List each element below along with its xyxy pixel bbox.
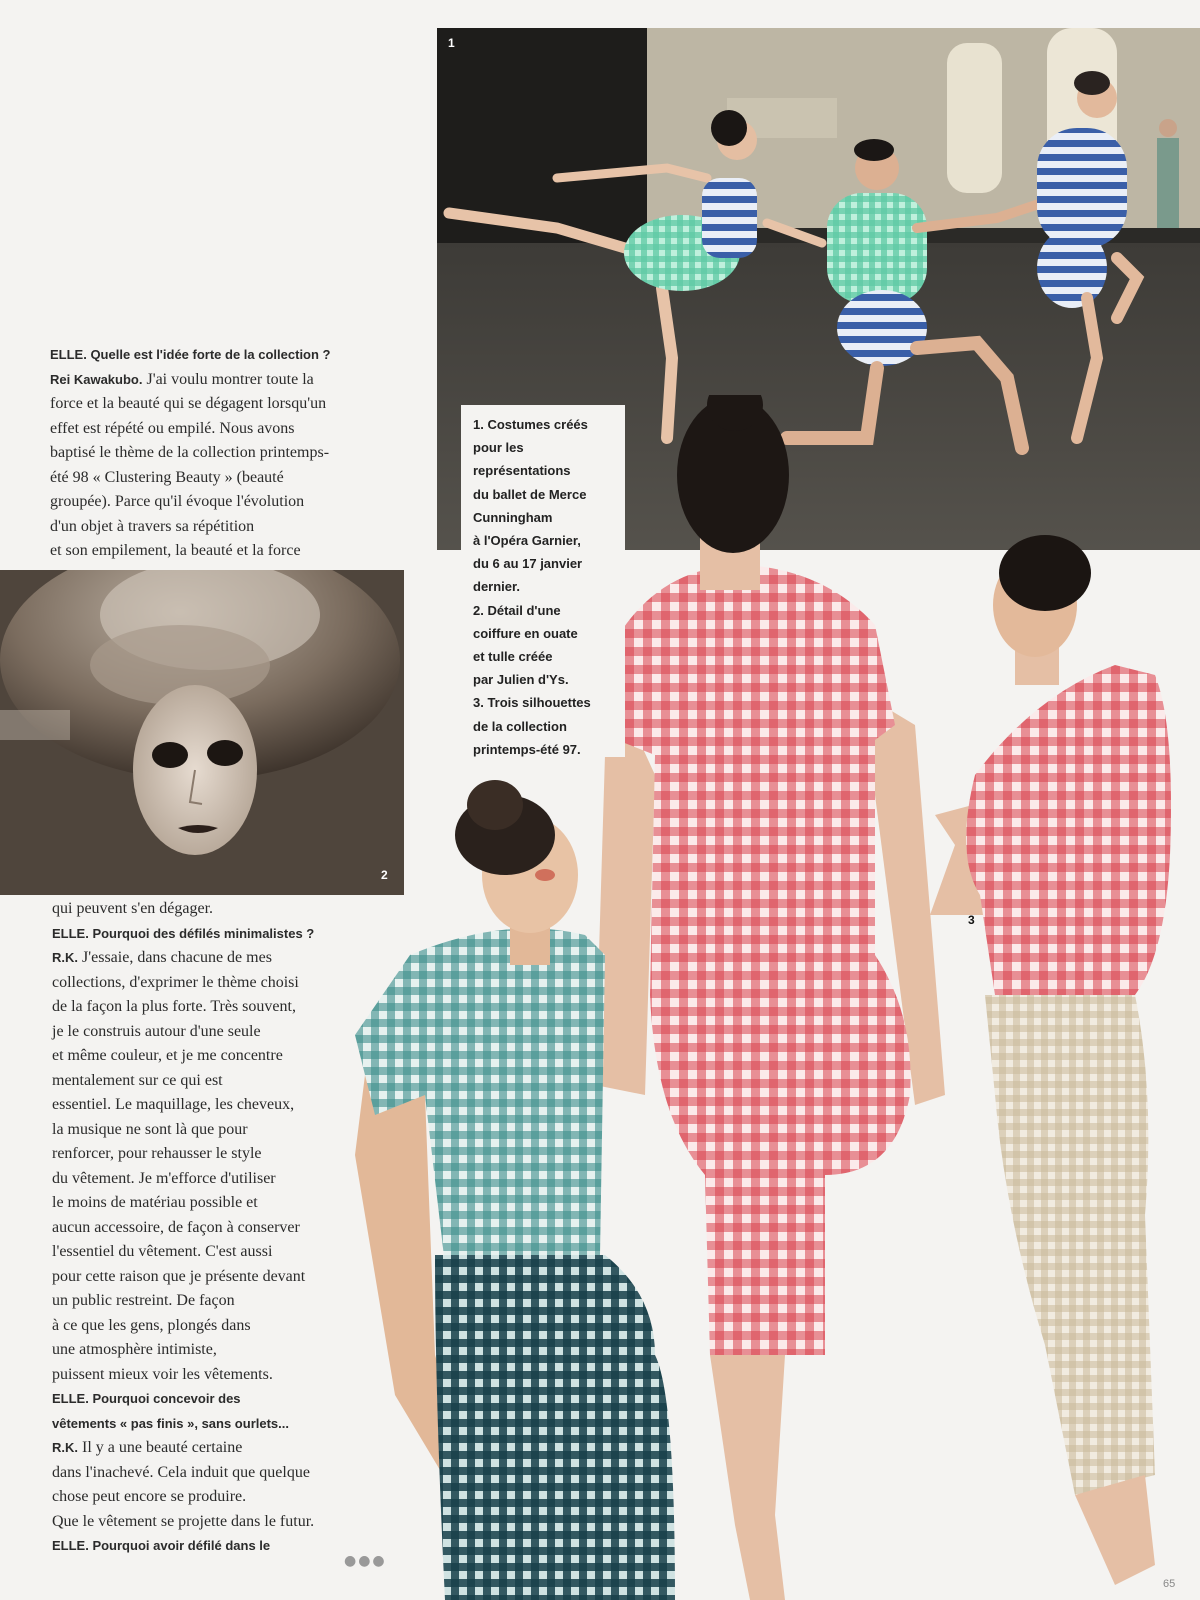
- interview-answer-line: essentiel. Le maquillage, les cheveux,: [52, 1096, 295, 1113]
- interview-answer-line: de la façon la plus forte. Très souvent,: [52, 998, 296, 1015]
- caption-line: 1. Costumes créés: [473, 417, 588, 432]
- interview-answer-line: pour cette raison que je présente devant: [52, 1267, 306, 1285]
- interview-question: vêtements « pas finis », sans ourlets...: [52, 1415, 289, 1431]
- headpiece-portrait-photo: [0, 570, 404, 895]
- interview-answer-line: force et la beauté qui se dégagent lorsqu'un: [50, 395, 327, 412]
- interview-answer-line: renforcer, pour rehausser le style: [52, 1145, 262, 1162]
- interview-answer-line: Que le vêtement se projette dans le futur.: [52, 1512, 315, 1530]
- interview-answer-line: d'un objet à travers sa répétition: [50, 517, 255, 535]
- answer-text: J'ai voulu montrer toute la: [142, 370, 314, 388]
- caption-line: du 6 au 17 janvier: [473, 556, 583, 572]
- interview-answer-line: [52, 1436, 314, 1461]
- caption-line: coiffure en ouate: [473, 625, 578, 641]
- interview-answer-line: je le construis autour d'une seule: [52, 1022, 261, 1040]
- interview-answer-line: mentalement sur ce qui est: [52, 1071, 223, 1089]
- interview-answer-line: été 98 « Clustering Beauty » (beauté: [50, 468, 284, 486]
- interview-answer-line: qui peuvent s'en dégager.: [52, 900, 214, 917]
- continuation-marker: ●●●: [344, 1553, 387, 1569]
- photo-3-number: 3: [968, 913, 975, 927]
- interview-answer-line: une atmosphère intimiste,: [52, 1341, 217, 1358]
- caption-line: 3. Trois silhouettes: [473, 695, 591, 711]
- page-number: 65: [1163, 1578, 1176, 1590]
- caption-line: Cunningham: [473, 509, 553, 525]
- interview-answer-line: et son empilement, la beauté et la force: [50, 542, 301, 559]
- caption-line: représentations: [473, 463, 571, 479]
- caption-line: à l'Opéra Garnier,: [473, 533, 581, 549]
- interview-answer-line: baptisé le thème de la collection printemps-: [50, 444, 330, 461]
- caption-line: et tulle créée: [473, 649, 553, 665]
- interview-answer-line: la musique ne sont là que pour: [52, 1120, 248, 1138]
- interview-question: ELLE. Pourquoi concevoir des: [52, 1391, 241, 1406]
- interview-answer-line: [52, 946, 314, 971]
- headpiece-portrait-illustration: [0, 570, 404, 895]
- caption-line: pour les: [473, 440, 524, 456]
- speaker-name: Rei Kawakubo.: [50, 371, 143, 387]
- answer-text: J'essaie, dans chacune de mes: [78, 949, 272, 966]
- speaker-name: R.K.: [52, 950, 78, 965]
- caption-line: du ballet de Merce: [473, 486, 587, 502]
- interview-answer-line: groupée). Parce qu'il évoque l'évolution: [50, 493, 305, 510]
- caption-line: de la collection: [473, 718, 567, 734]
- interview-answer-line: aucun accessoire, de façon à conserver: [52, 1218, 300, 1236]
- caption-line: dernier.: [473, 579, 520, 595]
- interview-text-top: [50, 343, 331, 564]
- speaker-name: R.K.: [52, 1440, 78, 1455]
- interview-question: ELLE. Quelle est l'idée forte de la collection ?: [50, 347, 331, 362]
- interview-answer-line: dans l'inachevé. Cela induit que quelque: [52, 1463, 310, 1481]
- interview-answer-line: effet est répété ou empilé. Nous avons: [50, 419, 295, 437]
- interview-answer-line: le moins de matériau possible et: [52, 1194, 258, 1211]
- interview-question: ELLE. Pourquoi des défilés minimalistes ?: [52, 925, 315, 941]
- interview-answer-line: un public restreint. De façon: [52, 1292, 235, 1309]
- interview-text-bottom: [52, 897, 314, 1559]
- interview-answer-line: à ce que les gens, plongés dans: [52, 1316, 251, 1334]
- interview-answer-line: puissent mieux voir les vêtements.: [52, 1365, 273, 1383]
- caption-line: 2. Détail d'une: [473, 602, 561, 618]
- caption-line: printemps-été 97.: [473, 741, 581, 757]
- interview-answer-line: chose peut encore se produire.: [52, 1488, 247, 1505]
- photo-1-number: 1: [448, 36, 455, 50]
- interview-answer-line: collections, d'exprimer le thème choisi: [52, 973, 299, 991]
- answer-text: Il y a une beauté certaine: [78, 1439, 243, 1456]
- interview-answer-line: du vêtement. Je m'efforce d'utiliser: [52, 1169, 276, 1187]
- photo-2-number: 2: [381, 868, 388, 882]
- caption-line: par Julien d'Ys.: [473, 672, 569, 688]
- interview-answer-line: et même couleur, et je me concentre: [52, 1047, 283, 1064]
- photo-captions: [461, 405, 625, 757]
- interview-answer-line: l'essentiel du vêtement. C'est aussi: [52, 1243, 273, 1260]
- interview-answer-line: [50, 368, 331, 393]
- interview-question: ELLE. Pourquoi avoir défilé dans le: [52, 1538, 271, 1553]
